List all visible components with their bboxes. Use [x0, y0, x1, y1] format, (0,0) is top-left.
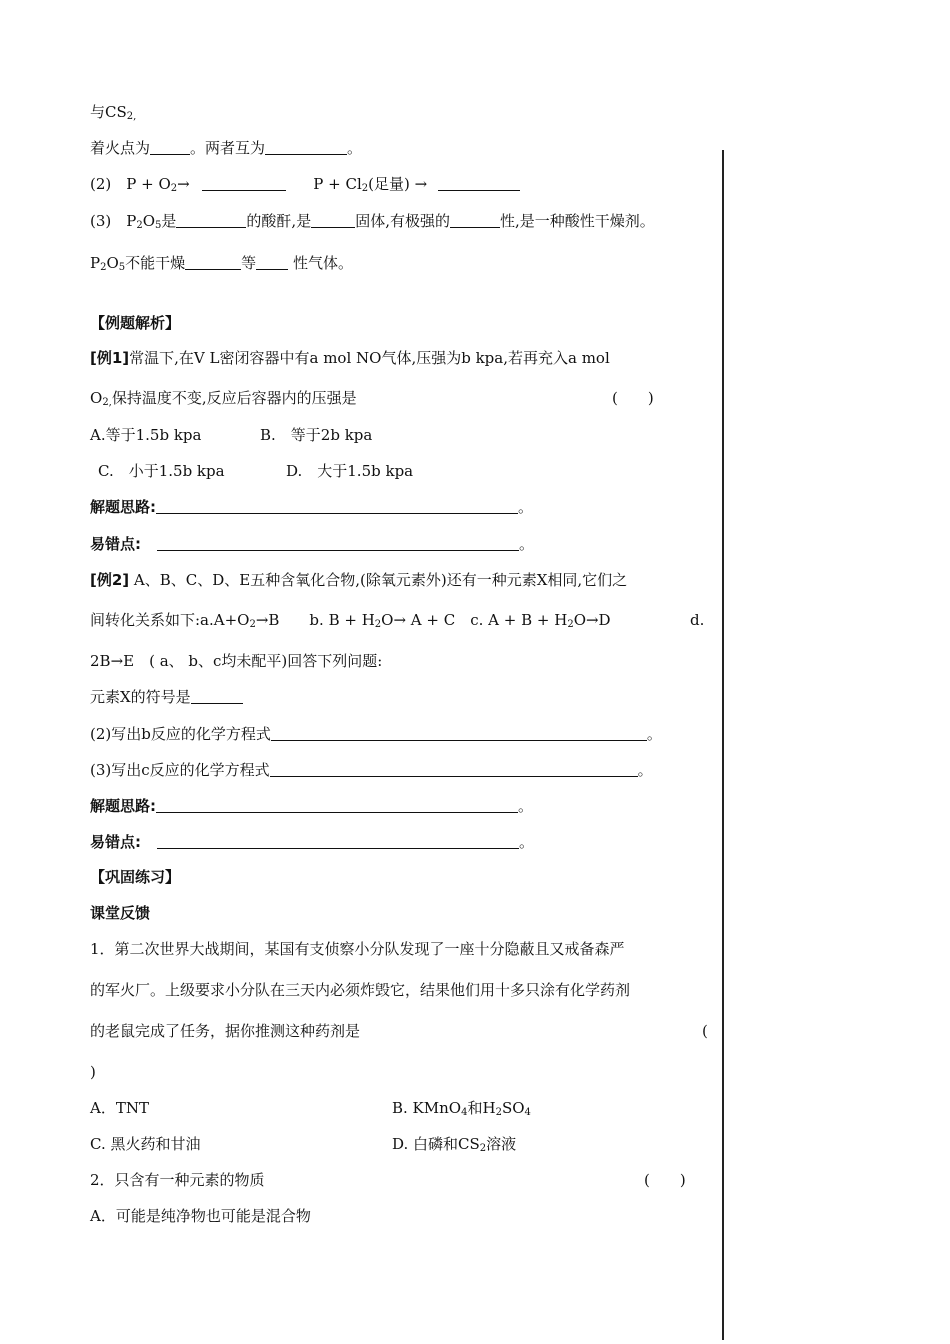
practice-2-option-a: A．可能是纯净物也可能是混合物	[90, 1207, 311, 1225]
text-line-ignition: 着火点为 。两者互为 。	[90, 139, 363, 157]
text-line-cs2: 与$CS_{2,}$	[90, 103, 137, 122]
section-heading-practice: 【巩固练习】	[90, 868, 181, 886]
example-1-option-d: D. 大于1.5b kpa	[286, 462, 414, 480]
answer-parentheses[interactable]: ( )	[612, 389, 654, 407]
example-2-line-3: 2B→E ( a、 b、c均未配平)回答下列问题:	[90, 652, 383, 670]
example-2-question-1: 元素X的符号是	[90, 687, 243, 707]
answer-blank[interactable]	[256, 255, 288, 270]
answer-paren-close[interactable]: )	[90, 1063, 96, 1081]
text-line-p2o5: (3) $P_2O_5$是 的酸酐,是 固体,有极强的 性,是一种酸性干燥剂。	[90, 212, 655, 231]
example-2-question-3: (3)写出c反应的化学方程式 。	[90, 761, 653, 779]
subsection-heading-feedback: 课堂反馈	[90, 904, 151, 922]
text-line-reaction-2: (2) $P + O_2\to P + Cl_2$(足量) →	[90, 174, 520, 194]
answer-parentheses[interactable]: ( )	[644, 1171, 686, 1189]
practice-1-line-1: 1．第二次世界大战期间，某国有支侦察小分队发现了一座十分隐蔽且又戒备森严	[90, 940, 625, 958]
example-1-line-2: $O_{2,}$保持温度不变,反应后容器内的压强是	[90, 389, 357, 408]
answer-blank[interactable]	[157, 536, 519, 551]
example-1-option-a: A.等于1.5b kpa	[90, 426, 202, 444]
practice-1-option-b: B. KMnO$_4$和$H_2SO_4$	[392, 1099, 531, 1118]
practice-1-line-2: 的军火厂。上级要求小分队在三天内必须炸毁它，结果他们用十多只涂有化学药剂	[90, 981, 631, 999]
answer-blank[interactable]	[156, 499, 518, 514]
example-2-line-2: 间转化关系如下$:a.A+O_2\to B$ b. $B + H_2O\to A + C$ c. $A + B + H_2O\to D$	[90, 611, 611, 630]
answer-paren-open[interactable]: (	[702, 1022, 708, 1040]
answer-blank[interactable]	[157, 834, 519, 849]
example-1-line-1: [例1]常温下,在V L密闭容器中有a mol NO气体,压强为b kpa,若再充入a mol	[90, 349, 610, 367]
answer-blank[interactable]	[191, 689, 243, 704]
answer-blank[interactable]	[150, 140, 190, 155]
answer-blank[interactable]	[311, 213, 355, 228]
example-1-option-c: C. 小于1.5b kpa	[98, 462, 225, 480]
answer-blank[interactable]	[271, 726, 647, 741]
answer-blank[interactable]	[438, 176, 520, 191]
text-line-p2o5-dry: $P_2O_5$不能干燥 等 性气体。	[90, 254, 353, 273]
example-2-thinking-line: 解题思路: 。	[90, 797, 534, 815]
answer-blank[interactable]	[185, 255, 241, 270]
example-2-item-d: d.	[690, 611, 705, 629]
practice-1-option-a: A．TNT	[90, 1099, 149, 1117]
section-heading-examples: 【例题解析】	[90, 314, 181, 332]
practice-2-question: 2．只含有一种元素的物质	[90, 1171, 265, 1189]
answer-blank[interactable]	[450, 213, 500, 228]
page-divider-line	[722, 150, 724, 1340]
answer-blank[interactable]	[202, 176, 286, 191]
answer-blank[interactable]	[176, 213, 246, 228]
practice-1-line-3: 的老鼠完成了任务，据你推测这种药剂是	[90, 1022, 361, 1040]
answer-blank[interactable]	[270, 762, 638, 777]
answer-blank[interactable]	[156, 798, 518, 813]
example-1-thinking-line: 解题思路: 。	[90, 498, 534, 516]
example-1-option-b: B. 等于2b kpa	[260, 426, 373, 444]
example-1-error-line: 易错点: 。	[90, 535, 535, 553]
example-2-question-2: (2)写出b反应的化学方程式 。	[90, 725, 662, 743]
example-2-line-1: [例2] A、B、C、D、E五种含氧化合物,(除氧元素外)还有一种元素X相同,它们之	[90, 571, 628, 589]
answer-blank[interactable]	[265, 140, 347, 155]
example-2-error-line: 易错点: 。	[90, 833, 535, 851]
practice-1-option-c: C. 黑火药和甘油	[90, 1135, 201, 1153]
practice-1-option-d: D. 白磷和$CS_2$溶液	[392, 1135, 517, 1154]
